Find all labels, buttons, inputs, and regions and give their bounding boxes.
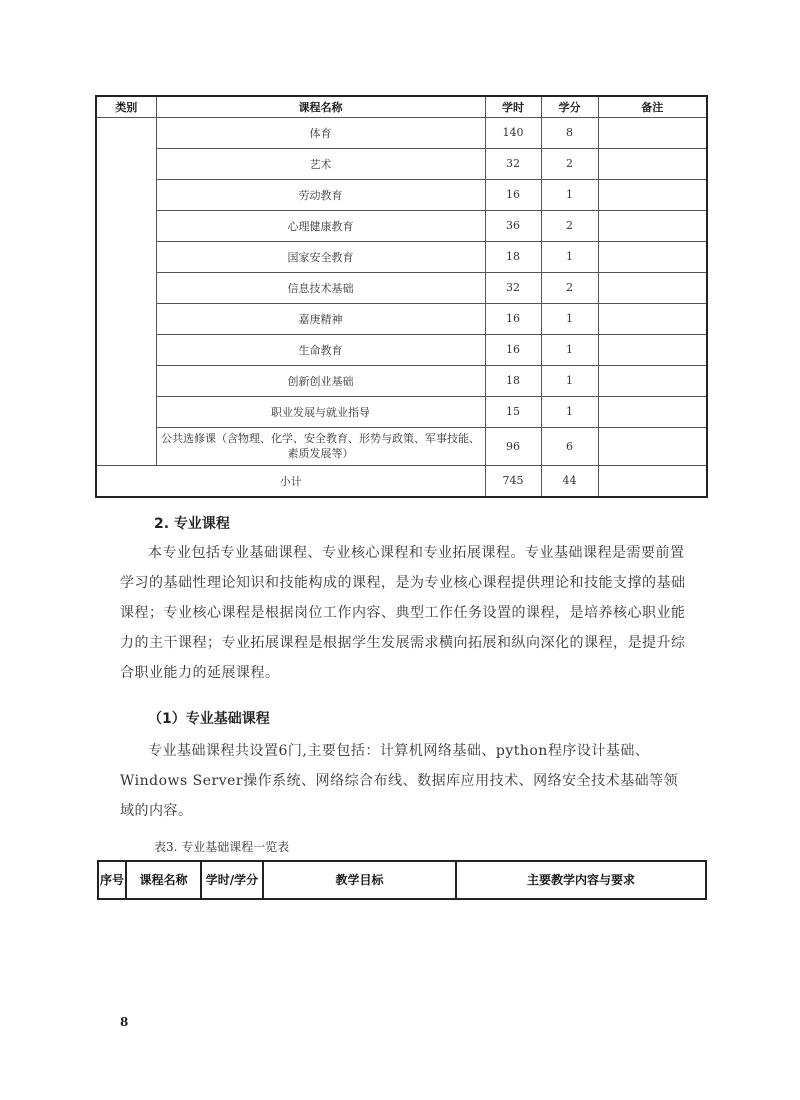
- credits-cell: 2: [541, 272, 598, 303]
- hours-cell: 16: [485, 179, 541, 210]
- category-cell: [96, 117, 156, 465]
- remarks-cell: [598, 427, 707, 465]
- course-name-cell: 心理健康教育: [156, 210, 485, 241]
- total-credits: 44: [541, 465, 598, 497]
- header-hours-credits: 学时/学分: [201, 861, 263, 899]
- total-remarks: [598, 465, 707, 497]
- course-name-cell: 体育: [156, 117, 485, 148]
- page-number: 8: [120, 1015, 129, 1029]
- course-name-cell: 艺术: [156, 148, 485, 179]
- credits-cell: 1: [541, 396, 598, 427]
- table-row: [96, 334, 707, 365]
- header-hours: 学时: [485, 96, 541, 117]
- subsection-heading: （1）专业基础课程: [148, 711, 270, 727]
- section-heading: 2. 专业课程: [154, 516, 230, 532]
- table-row: [96, 148, 707, 179]
- hours-cell: 96: [485, 427, 541, 465]
- remarks-cell: [598, 396, 707, 427]
- table3-header: [97, 860, 707, 900]
- header-remarks: 备注: [598, 96, 707, 117]
- hours-cell: 16: [485, 303, 541, 334]
- remarks-cell: [598, 148, 707, 179]
- remarks-cell: [598, 241, 707, 272]
- header-category: 类别: [96, 96, 156, 117]
- course-name-cell: 职业发展与就业指导: [156, 396, 485, 427]
- credits-cell: 1: [541, 365, 598, 396]
- credits-cell: 2: [541, 148, 598, 179]
- hours-cell: 18: [485, 365, 541, 396]
- hours-cell: 32: [485, 272, 541, 303]
- hours-cell: 18: [485, 241, 541, 272]
- course-name-cell: 创新创业基础: [156, 365, 485, 396]
- credits-cell: 6: [541, 427, 598, 465]
- table-row: [96, 117, 707, 148]
- header-seq: 序号: [98, 861, 126, 899]
- remarks-cell: [598, 179, 707, 210]
- table-row: [96, 396, 707, 427]
- total-row: [96, 465, 707, 497]
- table-row: [96, 179, 707, 210]
- total-label: 小计: [96, 465, 485, 497]
- table-row: [96, 427, 707, 465]
- remarks-cell: [598, 303, 707, 334]
- header-goal: 教学目标: [263, 861, 456, 899]
- table-row: [96, 241, 707, 272]
- table-row: [96, 303, 707, 334]
- course-name-cell: 公共选修课（含物理、化学、安全教育、形势与政策、军事技能、素质发展等）: [156, 427, 485, 465]
- hours-cell: 16: [485, 334, 541, 365]
- table-row: [96, 365, 707, 396]
- remarks-cell: [598, 334, 707, 365]
- header-name: 课程名称: [126, 861, 201, 899]
- credits-cell: 2: [541, 210, 598, 241]
- course-name-cell: 信息技术基础: [156, 272, 485, 303]
- credits-cell: 1: [541, 334, 598, 365]
- remarks-cell: [598, 210, 707, 241]
- credits-cell: 1: [541, 179, 598, 210]
- remarks-cell: [598, 365, 707, 396]
- course-name-cell: 国家安全教育: [156, 241, 485, 272]
- header-course-name: 课程名称: [156, 96, 485, 117]
- header-content: 主要教学内容与要求: [456, 861, 706, 899]
- hours-cell: 140: [485, 117, 541, 148]
- credits-cell: 1: [541, 303, 598, 334]
- remarks-cell: [598, 117, 707, 148]
- total-hours: 745: [485, 465, 541, 497]
- credits-cell: 8: [541, 117, 598, 148]
- hours-cell: 15: [485, 396, 541, 427]
- credits-cell: 1: [541, 241, 598, 272]
- table-row: [96, 210, 707, 241]
- hours-cell: 36: [485, 210, 541, 241]
- remarks-cell: [598, 272, 707, 303]
- course-name-cell: 嘉庚精神: [156, 303, 485, 334]
- course-name-cell: 生命教育: [156, 334, 485, 365]
- hours-cell: 32: [485, 148, 541, 179]
- table-caption: 表3. 专业基础课程一览表: [154, 840, 290, 854]
- table3-header-row: [98, 861, 706, 899]
- table-row: [96, 272, 707, 303]
- table-header-row: [96, 96, 707, 117]
- course-table: [95, 95, 708, 498]
- course-name-cell: 劳动教育: [156, 179, 485, 210]
- subsection-paragraph: 专业基础课程共设置6门,主要包括：计算机网络基础、python程序设计基础、Windows Server操作系统、网络综合布线、数据库应用技术、网络安全技术基础等领域的内容。: [120, 743, 679, 819]
- section-paragraph: 本专业包括专业基础课程、专业核心课程和专业拓展课程。专业基础课程是需要前置学习的基础性理论知识和技能构成的课程，是为专业核心课程提供理论和技能支撑的基础课程；专业核心课程是根据岗位工作内容、典型工作任务设置的课程，是培养核心职业能力的主干课程；专业拓展课程是根据学生发展需求横向拓展和纵向深化的课程，是提升综合职业能力的延展课程。: [120, 545, 686, 681]
- header-credits: 学分: [541, 96, 598, 117]
